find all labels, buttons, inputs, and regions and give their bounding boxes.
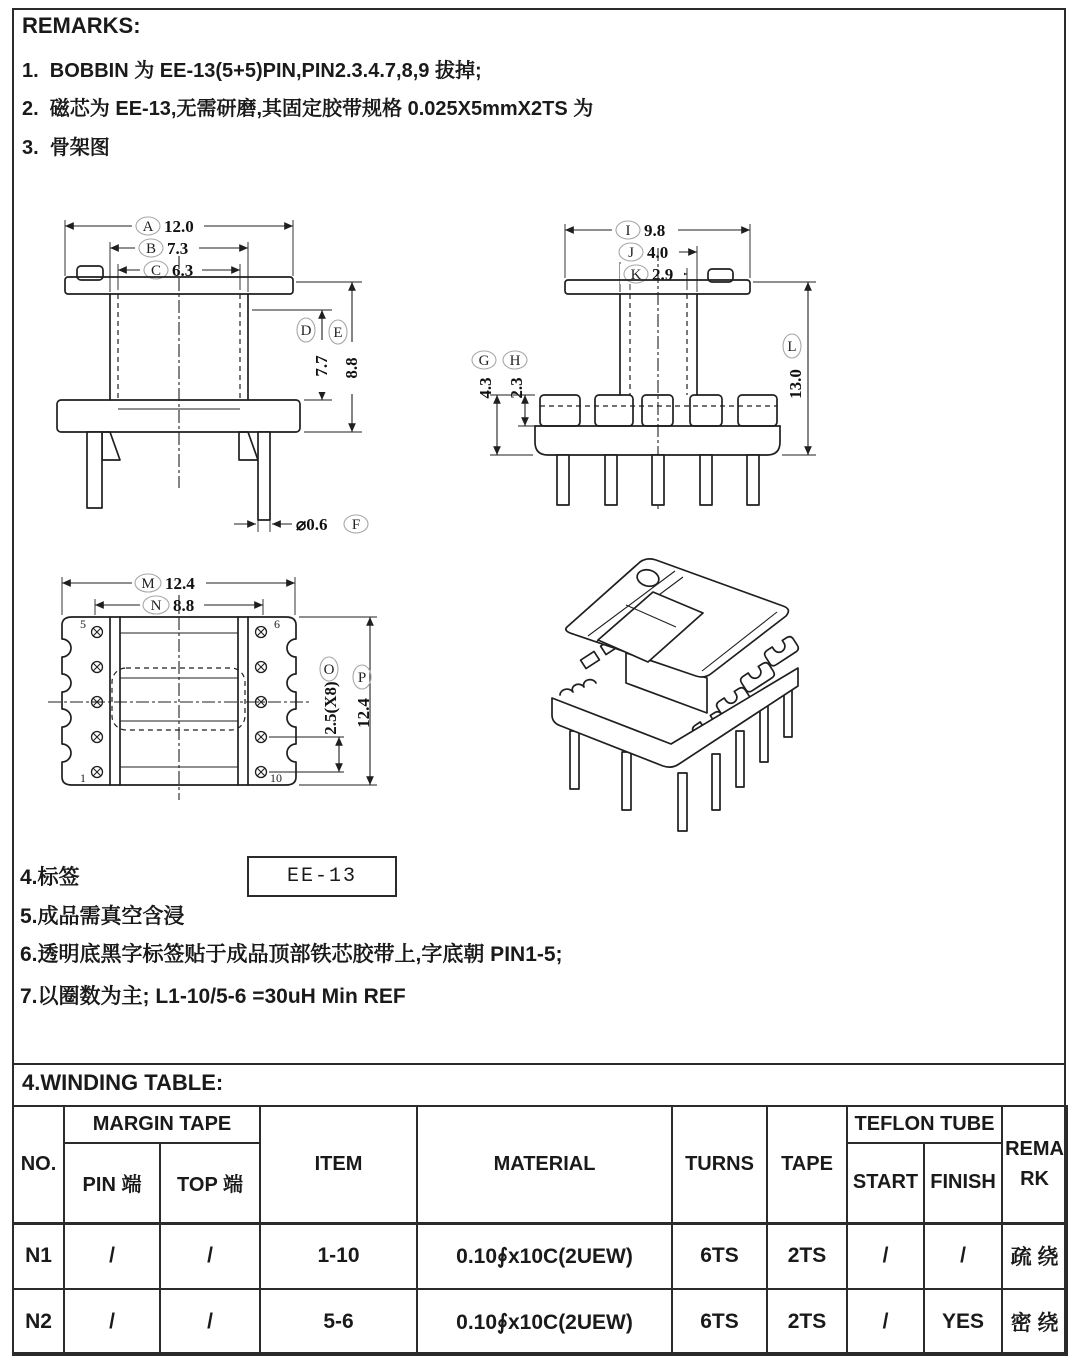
svg-text:A: A [142, 219, 154, 235]
svg-text:K: K [630, 267, 642, 283]
svg-text:B: B [145, 241, 157, 257]
cell-start: / [847, 1289, 924, 1355]
side-view-drawing [440, 190, 840, 540]
cell-remark: 密 绕 [1002, 1289, 1067, 1355]
col-header-teflon-tube: TEFLON TUBE [847, 1106, 1002, 1143]
top-dimension-lines [62, 573, 295, 615]
svg-text:12.0: 12.0 [164, 217, 194, 236]
svg-text:D: D [300, 323, 312, 339]
svg-text:9.8: 9.8 [644, 221, 666, 240]
svg-text:4.0: 4.0 [647, 243, 669, 262]
label-box-value: EE-13 [286, 865, 357, 888]
svg-text:6.3: 6.3 [172, 261, 194, 280]
front-pin-diameter-dim [234, 510, 368, 534]
note-5: 5.成品需真空含浸 [20, 905, 185, 928]
svg-text:2.3: 2.3 [507, 377, 526, 399]
svg-text:8.8: 8.8 [342, 357, 361, 379]
col-header-top-end: TOP 端 [160, 1143, 260, 1223]
front-view-drawing [40, 190, 380, 540]
svg-text:10: 10 [270, 771, 282, 785]
svg-text:1: 1 [80, 771, 86, 785]
svg-text:L: L [787, 339, 797, 355]
svg-text:7.7: 7.7 [312, 355, 331, 377]
svg-text:8.8: 8.8 [173, 596, 195, 615]
cell-top-end: / [160, 1289, 260, 1355]
svg-text:F: F [351, 517, 361, 533]
svg-text:N: N [150, 598, 162, 614]
col-header-remark: REMARK [1002, 1106, 1067, 1223]
table-row [13, 1289, 1067, 1355]
cell-turns: 6TS [672, 1223, 767, 1289]
top-view-drawing [40, 553, 400, 815]
cell-top-end: / [160, 1223, 260, 1289]
col-header-material: MATERIAL [417, 1106, 672, 1223]
svg-text:2.9: 2.9 [652, 265, 674, 284]
col-header-finish: FINISH [924, 1143, 1002, 1223]
svg-text:7.3: 7.3 [167, 239, 189, 258]
label-box [247, 856, 397, 897]
cell-finish: YES [924, 1289, 1002, 1355]
remarks-title: REMARKS: [22, 13, 141, 38]
cell-remark: 疏 绕 [1002, 1223, 1067, 1289]
cell-turns: 6TS [672, 1289, 767, 1355]
cell-pin-end: / [64, 1223, 160, 1289]
svg-text:O: O [323, 662, 335, 678]
cell-item: 5-6 [260, 1289, 417, 1355]
winding-table [12, 1105, 1068, 1356]
col-header-start: START [847, 1143, 924, 1223]
front-dimension-vertical [252, 282, 362, 432]
svg-text:2.5(X8): 2.5(X8) [321, 681, 340, 735]
svg-text:H: H [509, 353, 521, 369]
svg-text:6: 6 [274, 617, 280, 631]
cell-tape: 2TS [767, 1223, 847, 1289]
cell-start: / [847, 1223, 924, 1289]
svg-text:P: P [357, 670, 367, 686]
col-header-tape: TAPE [767, 1106, 847, 1223]
cell-item: 1-10 [260, 1223, 417, 1289]
note-label-4: 4.标签 [20, 866, 80, 889]
svg-text:M: M [141, 576, 155, 592]
svg-text:13.0: 13.0 [786, 369, 805, 399]
svg-text:J: J [628, 245, 634, 261]
svg-text:12.4: 12.4 [354, 698, 373, 728]
cell-pin-end: / [64, 1289, 160, 1355]
top-dimension-vertical [269, 617, 377, 785]
cell-material: 0.10∮x10C(2UEW) [417, 1223, 672, 1289]
front-bobbin-outline [57, 256, 300, 520]
remark-item-3: 3. 骨架图 [22, 137, 110, 159]
note-6: 6.透明底黑字标签贴于成品顶部铁芯胶带上,字底朝 PIN1-5; [20, 943, 563, 966]
svg-text:4.3: 4.3 [476, 377, 495, 399]
col-header-turns: TURNS [672, 1106, 767, 1223]
svg-text:12.4: 12.4 [165, 574, 195, 593]
svg-text:G: G [478, 353, 490, 369]
cell-no: N2 [13, 1289, 64, 1355]
cell-no: N1 [13, 1223, 64, 1289]
section-divider [12, 1063, 1066, 1065]
table-row [13, 1223, 1067, 1289]
winding-table-title: 4.WINDING TABLE: [22, 1070, 224, 1095]
isometric-view-drawing [530, 545, 860, 835]
col-header-pin-end: PIN 端 [64, 1143, 160, 1223]
svg-text:5: 5 [80, 617, 86, 631]
cell-material: 0.10∮x10C(2UEW) [417, 1289, 672, 1355]
col-header-no: NO. [13, 1106, 64, 1223]
side-dimension-vertical [472, 282, 816, 455]
cell-tape: 2TS [767, 1289, 847, 1355]
svg-text:I: I [625, 223, 631, 239]
svg-text:E: E [333, 325, 343, 341]
svg-text:C: C [150, 263, 162, 279]
svg-text:⌀0.6: ⌀0.6 [296, 515, 328, 534]
cell-finish: / [924, 1223, 1002, 1289]
top-bobbin-outline [48, 595, 310, 800]
remark-item-2: 2. 磁芯为 EE-13,无需研磨,其固定胶带规格 0.025X5mmX2TS 为 [22, 98, 594, 120]
col-header-item: ITEM [260, 1106, 417, 1223]
side-bobbin-outline [535, 248, 780, 512]
note-7: 7.以圈数为主; L1-10/5-6 =30uH Min REF [20, 985, 406, 1008]
remark-item-1: 1. BOBBIN 为 EE-13(5+5)PIN,PIN2.3.4.7,8,9 拔掉; [22, 60, 482, 82]
col-header-margin-tape: MARGIN TAPE [64, 1106, 260, 1143]
